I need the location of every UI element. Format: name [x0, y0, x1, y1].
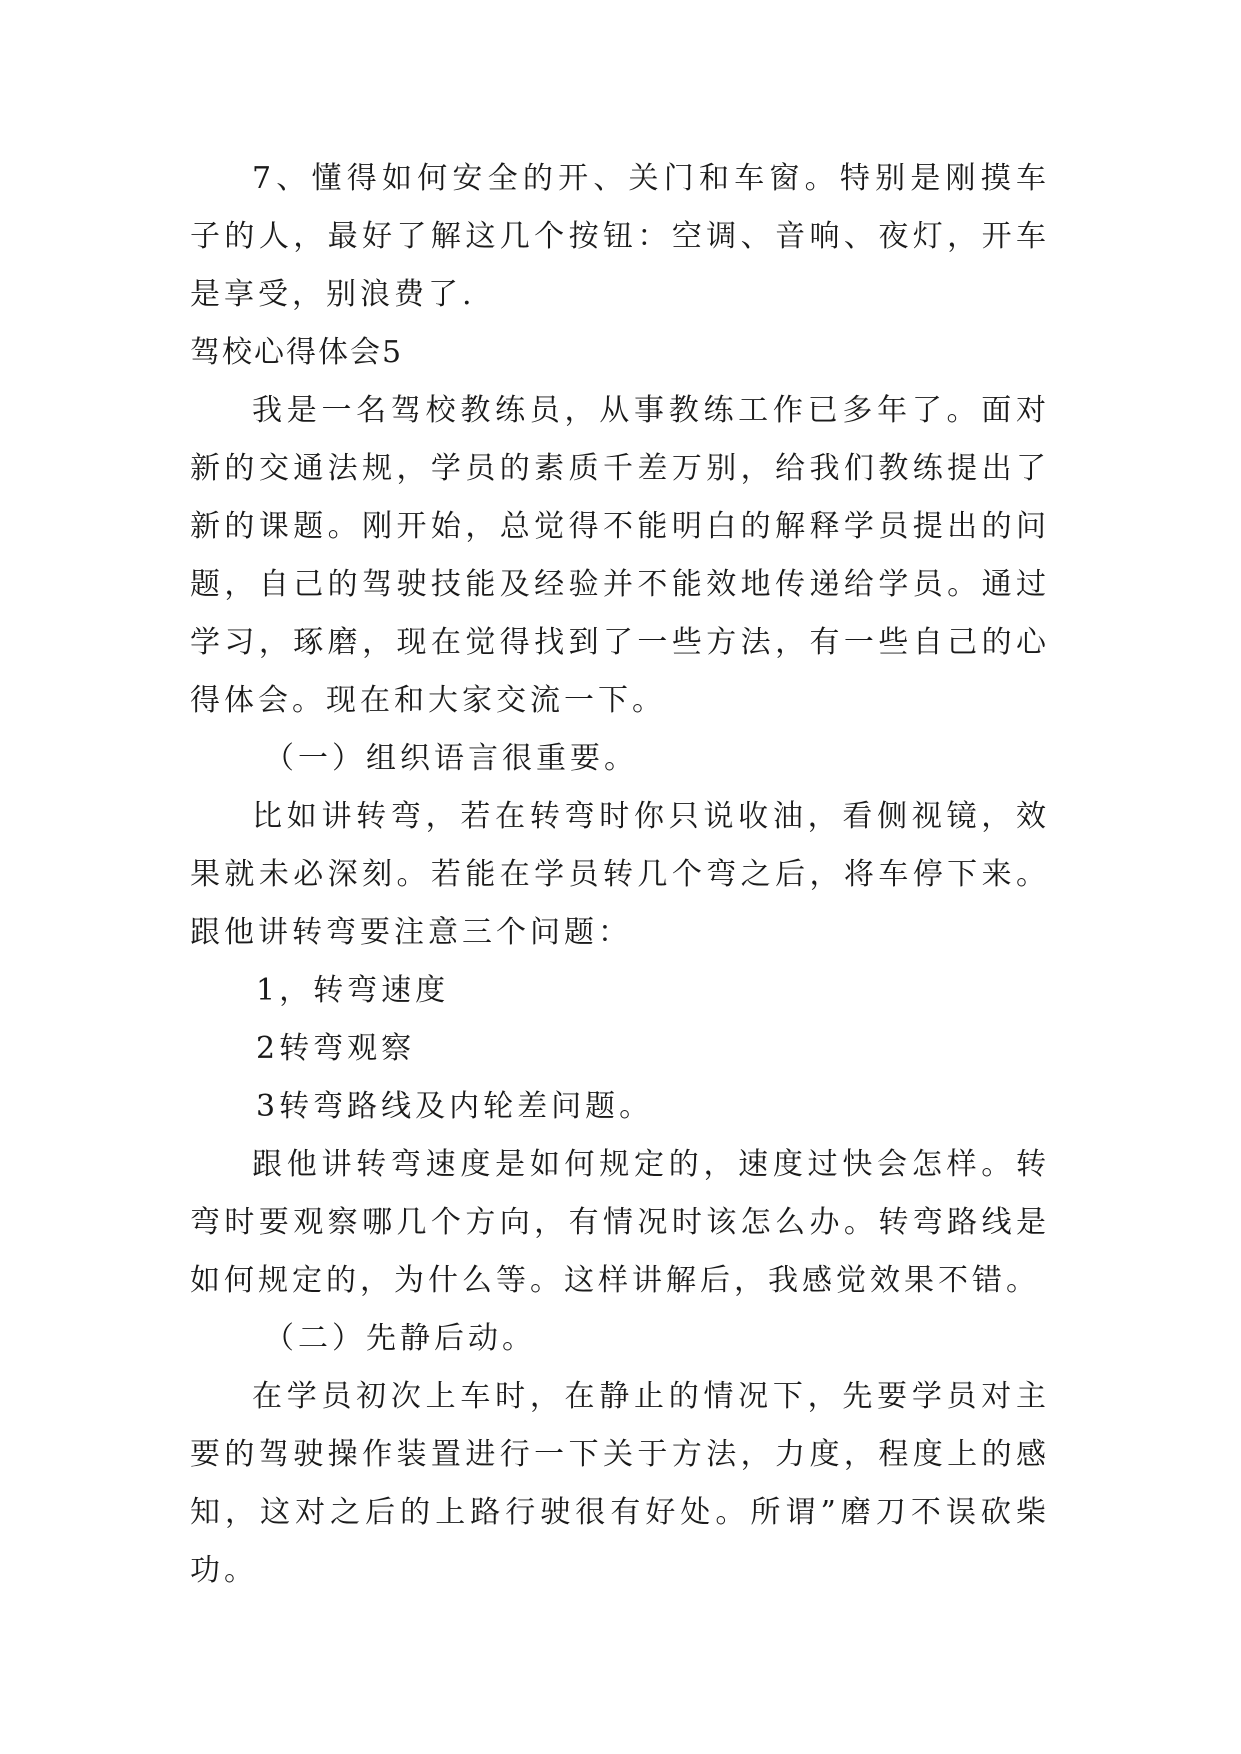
static-first-paragraph: 在学员初次上车时，在静止的情况下，先要学员对主要的驾驶操作装置进行一下关于方法，力度，程度上的感知，这对之后的上路行驶很有好处。所谓”磨刀不误砍柴功。	[190, 1379, 1050, 1588]
document-body	[190, 150, 1050, 1600]
section-title: 驾校心得体会5	[190, 335, 404, 370]
subheading-one: （一）组织语言很重要。	[264, 741, 638, 776]
list-item-2: 2转弯观察	[256, 1031, 416, 1066]
subheading-two: （二）先静后动。	[264, 1321, 536, 1356]
turning-paragraph: 比如讲转弯，若在转弯时你只说收油，看侧视镜，效果就未必深刻。若能在学员转几个弯之后，将车停下来。跟他讲转弯要注意三个问题：	[190, 799, 1050, 950]
intro-paragraph: 我是一名驾校教练员，从事教练工作已多年了。面对新的交通法规，学员的素质千差万别，给我们教练提出了新的课题。刚开始，总觉得不能明白的解释学员提出的问题，自己的驾驶技能及经验并不能效地传递给学员。通过学习，琢磨，现在觉得找到了一些方法，有一些自己的心得体会。现在和大家交流一下。	[190, 393, 1050, 718]
list-item-3: 3转弯路线及内轮差问题。	[256, 1089, 654, 1124]
list-item-1: 1，转弯速度	[256, 973, 450, 1008]
paragraph-item-7: 7、懂得如何安全的开、关门和车窗。特别是刚摸车子的人，最好了解这几个按钮：空调、音响、夜灯，开车是享受，别浪费了.	[190, 161, 1050, 312]
explanation-paragraph: 跟他讲转弯速度是如何规定的，速度过快会怎样。转弯时要观察哪几个方向，有情况时该怎么办。转弯路线是如何规定的，为什么等。这样讲解后，我感觉效果不错。	[190, 1147, 1050, 1298]
